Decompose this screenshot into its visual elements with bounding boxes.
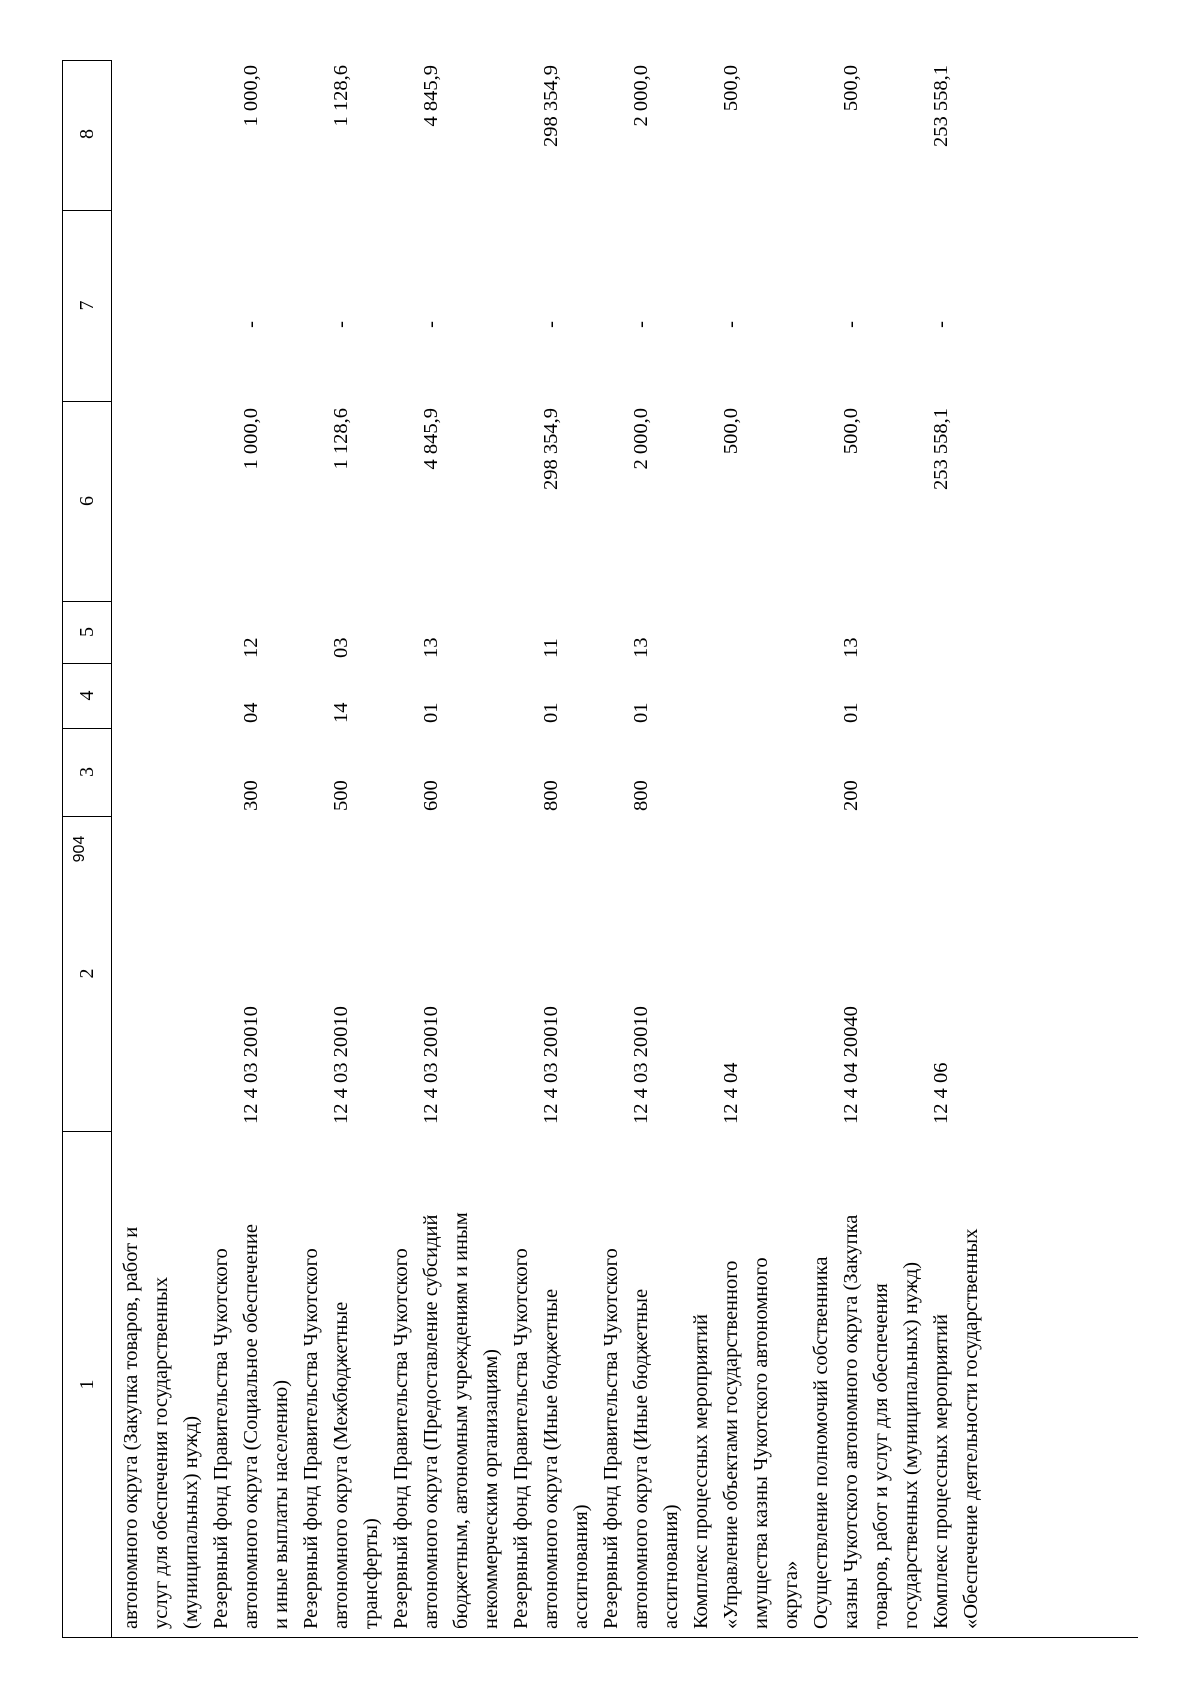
description-line: автономного округа (Иные бюджетные bbox=[630, 1288, 652, 1629]
cell-8: 253 558,1 bbox=[930, 65, 952, 147]
row-description bbox=[386, 1140, 506, 1629]
cell-3: 300 bbox=[240, 780, 262, 811]
row-description bbox=[926, 1140, 986, 1629]
row-description bbox=[116, 1140, 206, 1629]
table-row bbox=[386, 59, 506, 1637]
description-line: автономного округа (Иные бюджетные bbox=[540, 1288, 562, 1629]
cell-7: - bbox=[540, 321, 562, 328]
cell-7: - bbox=[240, 321, 262, 328]
column-header-5: 5 bbox=[63, 601, 111, 664]
cell-8: 500,0 bbox=[720, 65, 742, 112]
cell-4: 04 bbox=[240, 702, 262, 723]
description-line: некоммерческим организациям) bbox=[480, 1349, 502, 1629]
cell-5: 13 bbox=[840, 637, 862, 658]
cell-7: - bbox=[720, 321, 742, 328]
table-row bbox=[806, 59, 926, 1637]
row-description bbox=[806, 1140, 926, 1629]
description-line: автономного округа (Предоставление субсидий bbox=[420, 1214, 442, 1629]
column-header-7: 7 bbox=[63, 210, 111, 402]
description-line: трансферты) bbox=[360, 1518, 382, 1629]
description-line: Резервный фонд Правительства Чукотского bbox=[300, 1248, 322, 1629]
description-line: Резервный фонд Правительства Чукотского bbox=[390, 1248, 412, 1629]
table-row bbox=[686, 59, 806, 1637]
column-header-2: 2 bbox=[63, 816, 111, 1132]
description-line: услуг для обеспечения государственных bbox=[150, 1276, 172, 1629]
code-cell: 12 4 03 20010 bbox=[540, 1006, 562, 1124]
row-description bbox=[506, 1140, 596, 1629]
budget-table-page bbox=[62, 60, 1138, 1638]
description-line: казны Чукотского автономного округа (Закупка bbox=[840, 1214, 862, 1629]
description-line: «Обеспечение деятельности государственных bbox=[960, 1228, 982, 1629]
cell-3: 800 bbox=[540, 780, 562, 811]
cell-7: - bbox=[840, 321, 862, 328]
cell-5: 12 bbox=[240, 637, 262, 658]
description-line: автономного округа (Социальное обеспечение bbox=[240, 1224, 262, 1629]
cell-7: - bbox=[330, 321, 352, 328]
description-line: Резервный фонд Правительства Чукотского bbox=[510, 1248, 532, 1629]
description-line: бюджетным, автономным учреждениям и иным bbox=[450, 1212, 472, 1629]
code-cell: 12 4 03 20010 bbox=[330, 1006, 352, 1124]
description-line: имущества казны Чукотского автономного bbox=[750, 1257, 772, 1629]
cell-7: - bbox=[630, 321, 652, 328]
description-line: товаров, работ и услуг для обеспечения bbox=[870, 1283, 892, 1629]
cell-7: - bbox=[420, 321, 442, 328]
cell-8: 500,0 bbox=[840, 65, 862, 112]
row-description bbox=[596, 1140, 686, 1629]
table-row bbox=[206, 59, 296, 1637]
cell-8: 298 354,9 bbox=[540, 65, 562, 147]
column-header-3: 3 bbox=[63, 728, 111, 817]
row-description bbox=[686, 1140, 806, 1629]
cell-6: 2 000,0 bbox=[630, 408, 652, 470]
table-row bbox=[596, 59, 686, 1637]
cell-6: 253 558,1 bbox=[930, 408, 952, 490]
code-cell: 12 4 03 20010 bbox=[630, 1006, 652, 1124]
cell-6: 1 128,6 bbox=[330, 408, 352, 470]
table-row bbox=[116, 59, 206, 1637]
cell-4: 01 bbox=[630, 702, 652, 723]
column-header-1: 1 bbox=[75, 1379, 98, 1390]
description-line: округа» bbox=[780, 1560, 802, 1629]
budget-table bbox=[62, 60, 1138, 1638]
cell-5: 11 bbox=[540, 638, 562, 658]
row-description bbox=[296, 1140, 386, 1629]
row-description bbox=[206, 1140, 296, 1629]
code-cell: 12 4 03 20010 bbox=[420, 1006, 442, 1124]
cell-5: 03 bbox=[330, 637, 352, 658]
cell-8: 1 128,6 bbox=[330, 65, 352, 127]
cell-8: 2 000,0 bbox=[630, 65, 652, 127]
cell-4: 01 bbox=[420, 702, 442, 723]
column-header-4: 4 bbox=[63, 663, 111, 729]
cell-3: 200 bbox=[840, 780, 862, 811]
description-line: Осуществление полномочий собственника bbox=[810, 1256, 832, 1629]
cell-6: 500,0 bbox=[840, 408, 862, 455]
page-number: 904 bbox=[71, 835, 88, 863]
code-cell: 12 4 04 20040 bbox=[840, 1006, 862, 1124]
cell-8: 4 845,9 bbox=[420, 65, 442, 127]
cell-6: 500,0 bbox=[720, 408, 742, 455]
table-body bbox=[112, 60, 1138, 1638]
description-line: Резервный фонд Правительства Чукотского bbox=[600, 1248, 622, 1629]
description-line: Комплекс процессных мероприятий bbox=[930, 1314, 952, 1629]
code-cell: 12 4 06 bbox=[930, 1062, 952, 1124]
cell-6: 4 845,9 bbox=[420, 408, 442, 470]
description-line: «Управление объектами государственного bbox=[720, 1260, 742, 1629]
cell-7: - bbox=[930, 321, 952, 328]
column-header-6: 6 bbox=[63, 401, 111, 602]
description-line: Резервный фонд Правительства Чукотского bbox=[210, 1248, 232, 1629]
cell-6: 298 354,9 bbox=[540, 408, 562, 490]
column-header-8: 8 bbox=[63, 58, 111, 211]
cell-4: 14 bbox=[330, 702, 352, 723]
table-row bbox=[926, 59, 986, 1637]
description-line: ассигнования) bbox=[660, 1504, 682, 1629]
table-row bbox=[296, 59, 386, 1637]
cell-6: 1 000,0 bbox=[240, 408, 262, 470]
cell-4: 01 bbox=[840, 702, 862, 723]
code-cell: 12 4 04 bbox=[720, 1062, 742, 1124]
description-line: ассигнования) bbox=[570, 1504, 592, 1629]
cell-3: 500 bbox=[330, 780, 352, 811]
cell-4: 01 bbox=[540, 702, 562, 723]
description-line: автономного округа (Закупка товаров, работ и bbox=[120, 1226, 142, 1629]
description-line: (муниципальных) нужд) bbox=[180, 1415, 202, 1629]
cell-5: 13 bbox=[630, 637, 652, 658]
cell-5: 13 bbox=[420, 637, 442, 658]
description-line: Комплекс процессных мероприятий bbox=[690, 1314, 712, 1629]
table-row bbox=[506, 59, 596, 1637]
description-line: государственных (муниципальных) нужд) bbox=[900, 1261, 922, 1629]
code-cell: 12 4 03 20010 bbox=[240, 1006, 262, 1124]
cell-8: 1 000,0 bbox=[240, 65, 262, 127]
description-line: и иные выплаты населению) bbox=[270, 1379, 292, 1629]
cell-3: 600 bbox=[420, 780, 442, 811]
cell-3: 800 bbox=[630, 780, 652, 811]
table-header-row bbox=[62, 60, 112, 1638]
description-line: автономного округа (Межбюджетные bbox=[330, 1301, 352, 1629]
